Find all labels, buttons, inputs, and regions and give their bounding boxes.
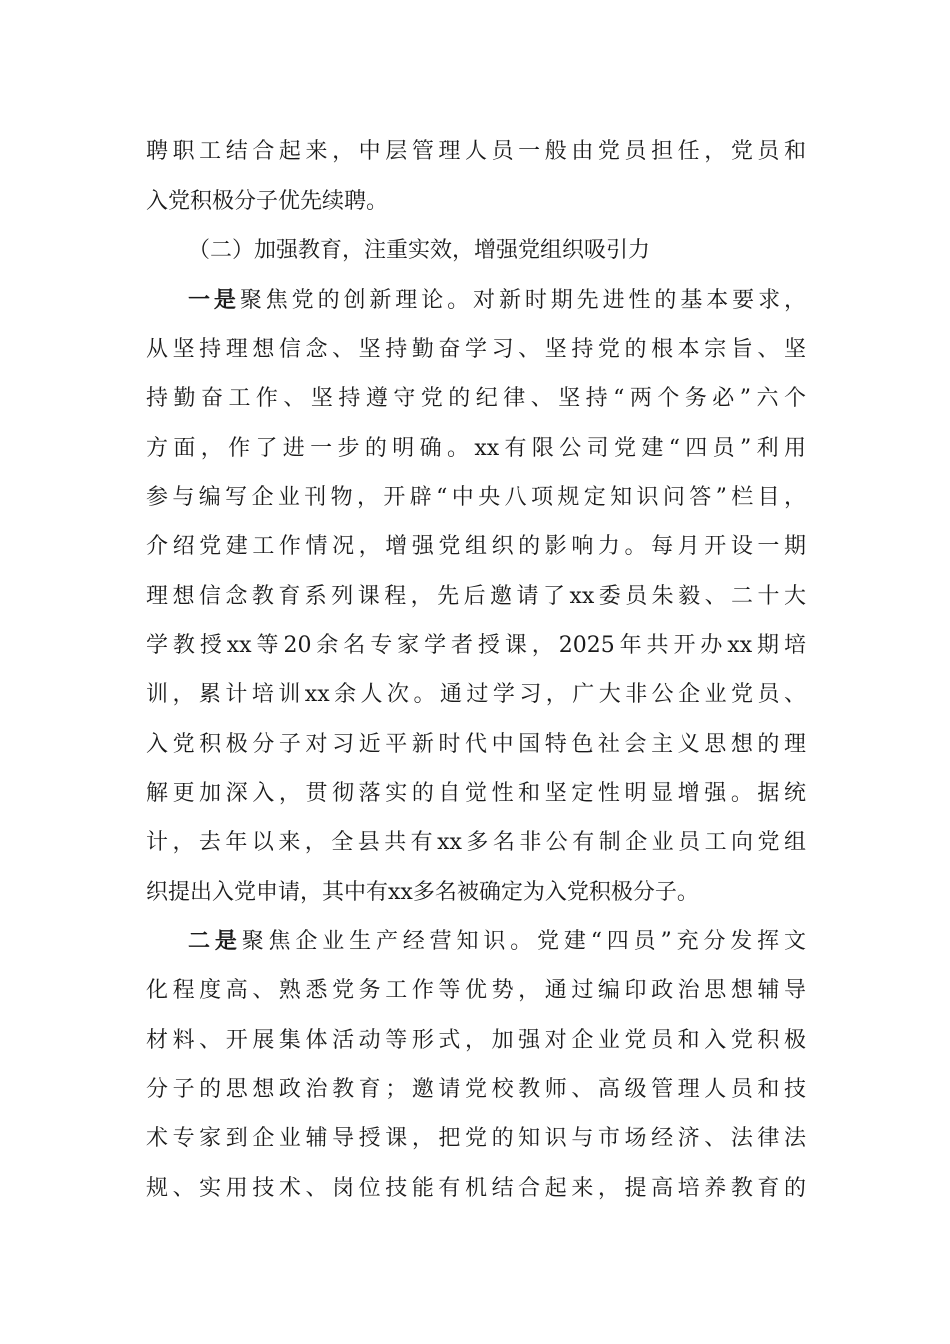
text-line: 材料、开展集体活动等形式，加强对企业党员和入党积极 [146,1028,806,1053]
paragraph-one-first-line [188,286,806,316]
text-line: 持勤奋工作、坚持遵守党的纪律、坚持“两个务必”六个 [146,386,806,411]
text-line: 入党积极分子对习近平新时代中国特色社会主义思想的理 [146,732,806,757]
text-line: 计，去年以来，全县共有xx多名非公有制企业员工向党组 [146,830,806,855]
text-line: 参与编写企业刊物，开辟“中央八项规定知识问答”栏目， [146,485,806,510]
text-line: 规、实用技术、岗位技能有机结合起来，提高培养教育的 [146,1176,806,1201]
text-line: 术专家到企业辅导授课，把党的知识与市场经济、法律法 [146,1126,806,1151]
section-heading: （二）加强教育，注重实效，增强党组织吸引力 [188,238,651,263]
paragraph-two-first-line [188,927,806,957]
text-line: 方面，作了进一步的明确。xx有限公司党建“四员”利用 [146,436,806,461]
text-line: 分子的思想政治教育；邀请党校教师、高级管理人员和技 [146,1077,806,1102]
text-line: 入党积极分子优先续聘。 [146,189,389,214]
text-line: 从坚持理想信念、坚持勤奋学习、坚持党的根本宗旨、坚 [146,337,806,362]
text-line: 介绍党建工作情况，增强党组织的影响力。每月开设一期 [146,534,806,559]
paragraph-one-lead: 一是 [188,288,240,313]
text-line: 织提出入党申请，其中有xx多名被确定为入党积极分子。 [146,880,699,905]
paragraph-one-first-line-text: 聚焦党的创新理论。对新时期先进性的基本要求， [239,288,806,313]
text-line: 聘职工结合起来，中层管理人员一般由党员担任，党员和 [146,139,806,164]
paragraph-two-first-line-text: 聚焦企业生产经营知识。党建“四员”充分发挥文 [241,929,806,954]
text-line: 训，累计培训xx余人次。通过学习，广大非公企业党员、 [146,682,806,707]
text-line: 学教授xx等20余名专家学者授课，2025年共开办xx期培 [146,633,806,658]
text-line: 化程度高、熟悉党务工作等优势，通过编印政治思想辅导 [146,978,806,1003]
text-line: 理想信念教育系列课程，先后邀请了xx委员朱毅、二十大 [146,584,806,609]
text-line: 解更加深入，贯彻落实的自觉性和坚定性明显增强。据统 [146,781,806,806]
paragraph-two-lead: 二是 [188,929,242,954]
